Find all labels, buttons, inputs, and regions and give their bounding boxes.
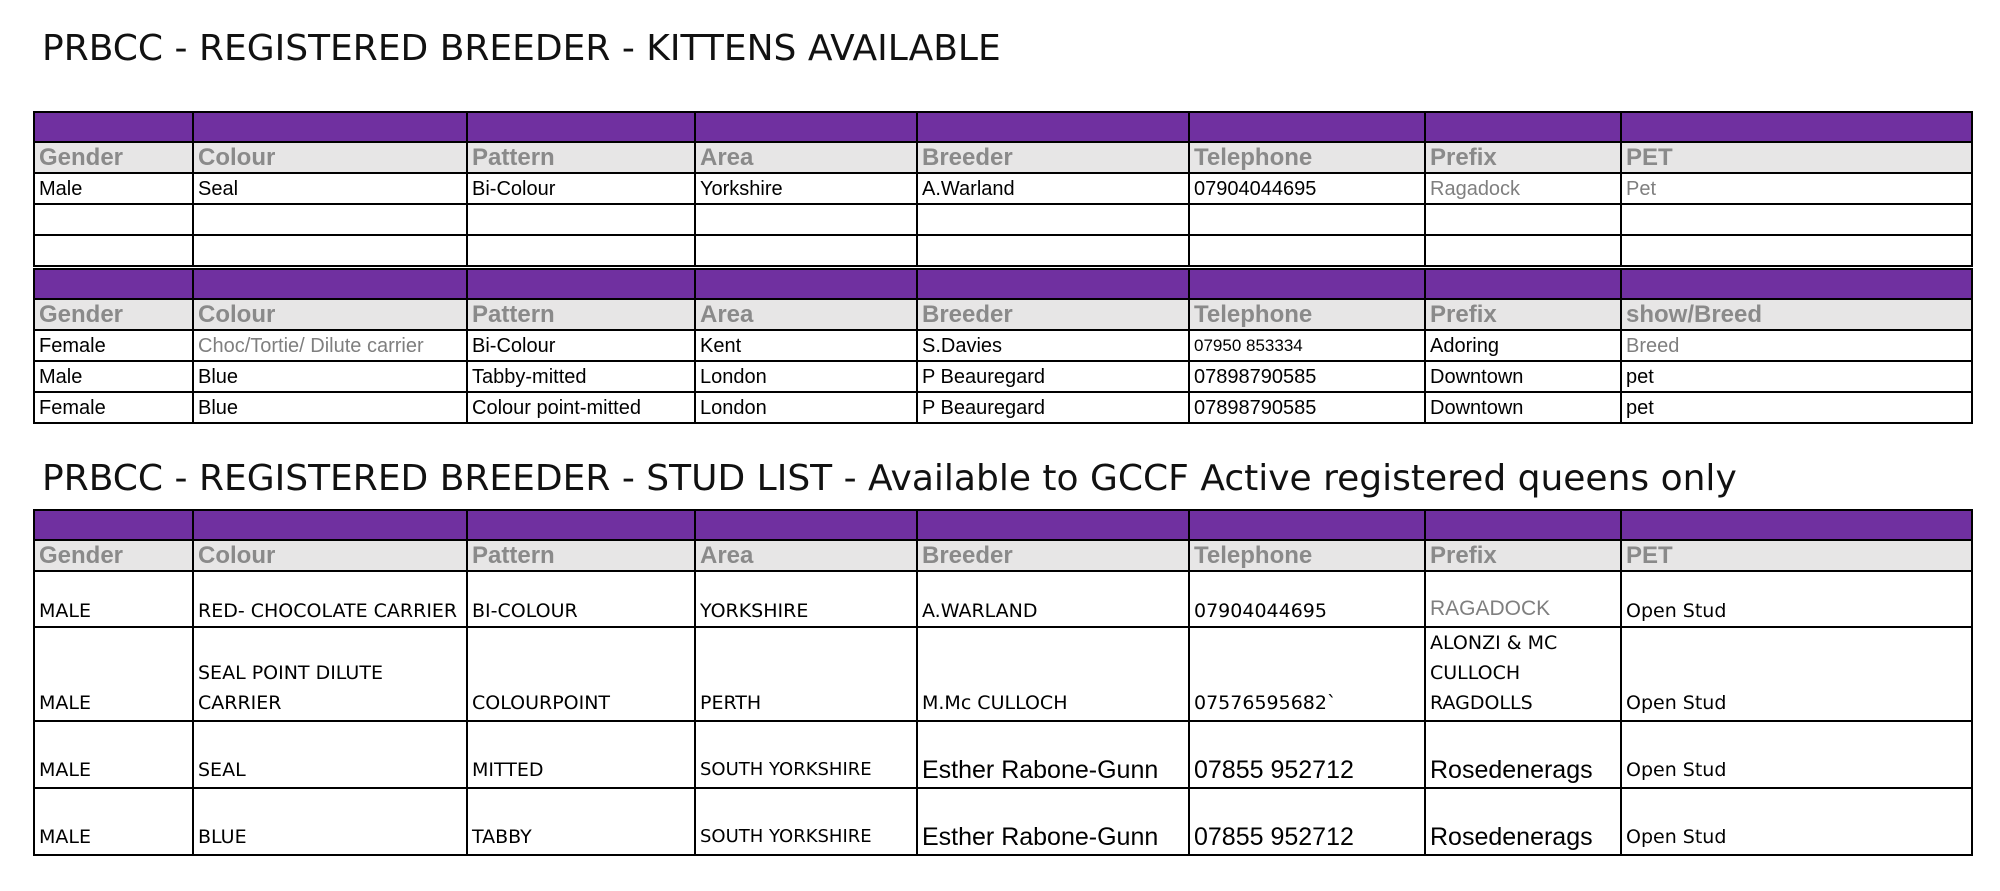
header-pattern: Pattern	[467, 142, 695, 173]
cell-breeder: P Beauregard	[917, 392, 1189, 423]
header-pet: PET	[1621, 142, 1972, 173]
cell-colour: Choc/Tortie/ Dilute carrier	[193, 330, 467, 361]
cell-prefix: Adoring	[1425, 330, 1621, 361]
cell-gender: MALE	[34, 788, 193, 855]
cell-area: Kent	[695, 330, 917, 361]
header-gender: Gender	[34, 540, 193, 571]
cell-pet: Open Stud	[1621, 571, 1972, 627]
header-breeder: Breeder	[917, 142, 1189, 173]
table-row	[34, 173, 1972, 204]
cell-show-breed: Breed	[1621, 330, 1972, 361]
header-area: Area	[695, 540, 917, 571]
header-colour: Colour	[193, 540, 467, 571]
cell-colour: SEAL	[193, 721, 467, 788]
table-row	[34, 721, 1972, 788]
table-row	[34, 330, 1972, 361]
header-breeder: Breeder	[917, 299, 1189, 330]
header-telephone: Telephone	[1189, 299, 1425, 330]
cell-area: SOUTH YORKSHIRE	[695, 721, 917, 788]
cell-breeder: A.Warland	[917, 173, 1189, 204]
header-pattern: Pattern	[467, 540, 695, 571]
cell-gender: MALE	[34, 627, 193, 721]
header-prefix: Prefix	[1425, 142, 1621, 173]
cell-prefix: Rosedenerags	[1425, 721, 1621, 788]
cell-pattern: Bi-Colour	[467, 173, 695, 204]
cell-colour: Blue	[193, 392, 467, 423]
header-breeder: Breeder	[917, 540, 1189, 571]
cell-telephone: 07904044695	[1189, 173, 1425, 204]
kittens-heading: PRBCC - REGISTERED BREEDER - KITTENS AVAILABLE	[42, 28, 1001, 69]
cell-telephone: 07904044695	[1189, 571, 1425, 627]
cell-gender: MALE	[34, 571, 193, 627]
header-prefix: Prefix	[1425, 540, 1621, 571]
header-telephone: Telephone	[1189, 142, 1425, 173]
color-band	[34, 510, 1972, 540]
cell-area: SOUTH YORKSHIRE	[695, 788, 917, 855]
cell-breeder: P Beauregard	[917, 361, 1189, 392]
cell-pet: Open Stud	[1621, 788, 1972, 855]
header-telephone: Telephone	[1189, 540, 1425, 571]
table-row	[34, 627, 1972, 721]
empty-row	[34, 235, 1972, 266]
cell-breeder: Esther Rabone-Gunn	[917, 788, 1189, 855]
cell-telephone: 07576595682`	[1189, 627, 1425, 721]
cell-pattern: TABBY	[467, 788, 695, 855]
cell-area: London	[695, 392, 917, 423]
kittens-table-1	[33, 111, 1973, 267]
cell-pattern: MITTED	[467, 721, 695, 788]
cell-show-breed: pet	[1621, 361, 1972, 392]
header-gender: Gender	[34, 299, 193, 330]
header-colour: Colour	[193, 142, 467, 173]
cell-telephone: 07898790585	[1189, 392, 1425, 423]
header-colour: Colour	[193, 299, 467, 330]
cell-prefix: Downtown	[1425, 392, 1621, 423]
cell-gender: Female	[34, 392, 193, 423]
header-row	[34, 299, 1972, 330]
header-area: Area	[695, 142, 917, 173]
cell-pattern: BI-COLOUR	[467, 571, 695, 627]
header-pattern: Pattern	[467, 299, 695, 330]
color-band	[34, 269, 1972, 299]
header-row	[34, 540, 1972, 571]
cell-area: YORKSHIRE	[695, 571, 917, 627]
cell-breeder: S.Davies	[917, 330, 1189, 361]
table-row	[34, 392, 1972, 423]
cell-area: PERTH	[695, 627, 917, 721]
header-row	[34, 142, 1972, 173]
cell-pet: Open Stud	[1621, 721, 1972, 788]
cell-gender: MALE	[34, 721, 193, 788]
empty-row	[34, 204, 1972, 235]
cell-breeder: Esther Rabone-Gunn	[917, 721, 1189, 788]
cell-colour: BLUE	[193, 788, 467, 855]
header-prefix: Prefix	[1425, 299, 1621, 330]
cell-prefix: ALONZI & MC CULLOCH RAGDOLLS	[1425, 627, 1621, 721]
cell-area: London	[695, 361, 917, 392]
table-row	[34, 361, 1972, 392]
cell-colour: Blue	[193, 361, 467, 392]
cell-gender: Male	[34, 173, 193, 204]
cell-telephone: 07855 952712	[1189, 788, 1425, 855]
color-band	[34, 112, 1972, 142]
cell-pet: Pet	[1621, 173, 1972, 204]
table-row	[34, 571, 1972, 627]
header-pet: PET	[1621, 540, 1972, 571]
cell-gender: Female	[34, 330, 193, 361]
cell-prefix: Ragadock	[1425, 173, 1621, 204]
header-gender: Gender	[34, 142, 193, 173]
cell-telephone: 07898790585	[1189, 361, 1425, 392]
cell-pattern: Tabby-mitted	[467, 361, 695, 392]
cell-area: Yorkshire	[695, 173, 917, 204]
header-area: Area	[695, 299, 917, 330]
cell-pattern: Colour point-mitted	[467, 392, 695, 423]
header-show-breed: show/Breed	[1621, 299, 1972, 330]
cell-telephone: 07950 853334	[1189, 330, 1425, 361]
cell-prefix: Downtown	[1425, 361, 1621, 392]
cell-colour: Seal	[193, 173, 467, 204]
cell-colour: RED- CHOCOLATE CARRIER	[193, 571, 467, 627]
cell-gender: Male	[34, 361, 193, 392]
cell-breeder: M.Mc CULLOCH	[917, 627, 1189, 721]
cell-colour: SEAL POINT DILUTE CARRIER	[193, 627, 467, 721]
cell-pattern: Bi-Colour	[467, 330, 695, 361]
kittens-table-2	[33, 268, 1973, 424]
cell-breeder: A.WARLAND	[917, 571, 1189, 627]
table-row	[34, 788, 1972, 855]
cell-telephone: 07855 952712	[1189, 721, 1425, 788]
stud-heading: PRBCC - REGISTERED BREEDER - STUD LIST - Available to GCCF Active registered queens only	[42, 458, 1737, 499]
cell-prefix: RAGADOCK	[1425, 571, 1621, 627]
stud-table	[33, 509, 1973, 856]
cell-prefix: Rosedenerags	[1425, 788, 1621, 855]
cell-show-breed: pet	[1621, 392, 1972, 423]
cell-pet: Open Stud	[1621, 627, 1972, 721]
cell-pattern: COLOURPOINT	[467, 627, 695, 721]
